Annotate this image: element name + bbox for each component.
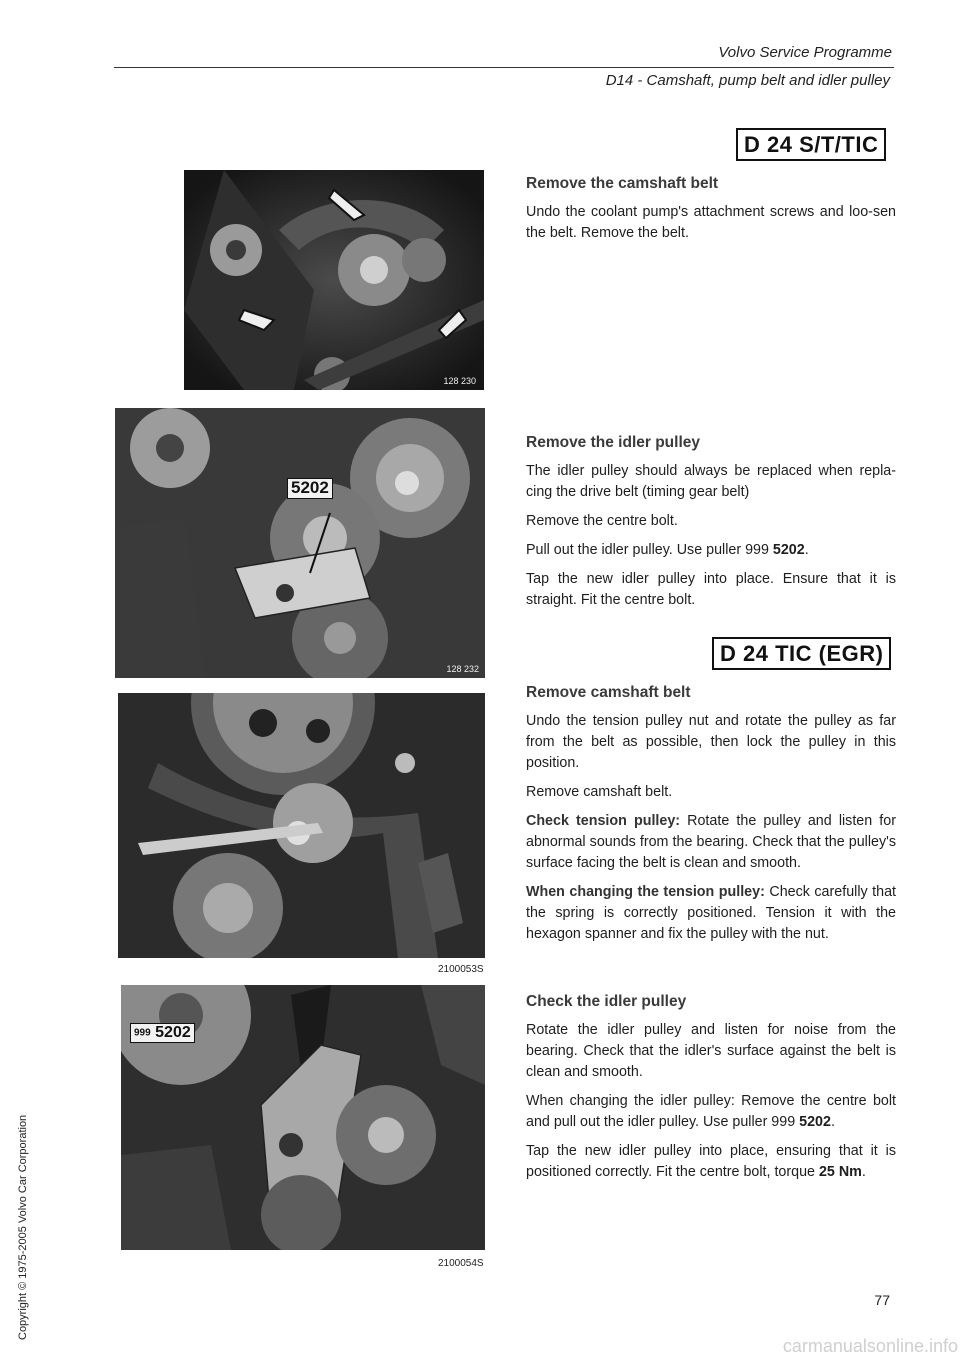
header-title: Volvo Service Programme <box>718 44 892 61</box>
engine-photo-4 <box>121 985 485 1250</box>
header-divider <box>114 67 894 68</box>
section-3-paragraph-3: Check tension pulley: Rotate the pulley and listen for abnormal sounds from the bearing. Check that the pulley's surface facing the belt is clean and smooth. <box>526 813 896 871</box>
tool-tag-999-5202 <box>130 1023 195 1043</box>
engine-photo-2 <box>115 408 485 678</box>
photo-3-code: 2100053S <box>438 964 484 975</box>
page-number: 77 <box>874 1292 890 1308</box>
section-2-paragraph-3: Pull out the idler pulley. Use puller 999 5202. <box>526 542 809 558</box>
engine-badge-d24-st-tic: D 24 S/T/TIC <box>736 128 886 161</box>
photo-2-label: 128 232 <box>446 664 479 674</box>
section-3-heading: Remove camshaft belt <box>526 684 691 701</box>
tool-tag-prefix: 999 <box>134 1027 151 1039</box>
section-2-paragraph-1: The idler pulley should always be replaced when repla-cing the drive belt (timing gear belt) <box>526 463 896 500</box>
tool-tag-5202: 5202 <box>287 478 333 499</box>
section-remove-camshaft-belt-egr <box>526 684 896 953</box>
section-3-paragraph-2: Remove camshaft belt. <box>526 784 673 800</box>
section-remove-idler-pulley <box>526 434 896 619</box>
tool-tag-number: 5202 <box>155 1024 191 1041</box>
site-watermark: carmanualsonline.info <box>782 1336 958 1356</box>
header-subtitle: D14 - Camshaft, pump belt and idler pulley <box>605 72 890 89</box>
section-2-heading: Remove the idler pulley <box>526 434 700 451</box>
photo-4-code: 2100054S <box>438 1258 484 1269</box>
section-4-paragraph-3: Tap the new idler pulley into place, ensuring that it is positioned correctly. Fit the centre bolt, torque 25 Nm. <box>526 1143 896 1180</box>
photo-1-label: 128 230 <box>443 376 476 386</box>
section-check-idler-pulley <box>526 993 896 1191</box>
engine-photo-3 <box>118 693 485 958</box>
section-4-paragraph-2: When changing the idler pulley: Remove the centre bolt and pull out the idler pulley. Use puller 999 5202. <box>526 1093 896 1130</box>
section-3-paragraph-4: When changing the tension pulley: Check carefully that the spring is correctly positioned. Tension it with the hexagon spanner and fix the pulley with the nut. <box>526 884 896 942</box>
section-1-heading: Remove the camshaft belt <box>526 175 719 192</box>
engine-badge-d24-tic-egr: D 24 TIC (EGR) <box>712 637 891 670</box>
section-3-paragraph-1: Undo the tension pulley nut and rotate the pulley as far from the belt as possible, then lock the pulley in this position. <box>526 713 896 771</box>
section-2-paragraph-2: Remove the centre bolt. <box>526 513 678 529</box>
section-4-heading: Check the idler pulley <box>526 993 687 1010</box>
engine-photo-1 <box>184 170 484 390</box>
section-remove-camshaft-belt <box>526 175 896 252</box>
copyright-notice: Copyright © 1975-2005 Volvo Car Corporation <box>17 1114 29 1340</box>
section-1-paragraph: Undo the coolant pump's attachment screws and loo-sen the belt. Remove the belt. <box>526 204 896 241</box>
section-4-paragraph-1: Rotate the idler pulley and listen for noise from the bearing. Check that the idler's surface against the belt is clean and smooth. <box>526 1022 896 1080</box>
section-2-paragraph-4: Tap the new idler pulley into place. Ensure that it is straight. Fit the centre bolt. <box>526 571 896 608</box>
